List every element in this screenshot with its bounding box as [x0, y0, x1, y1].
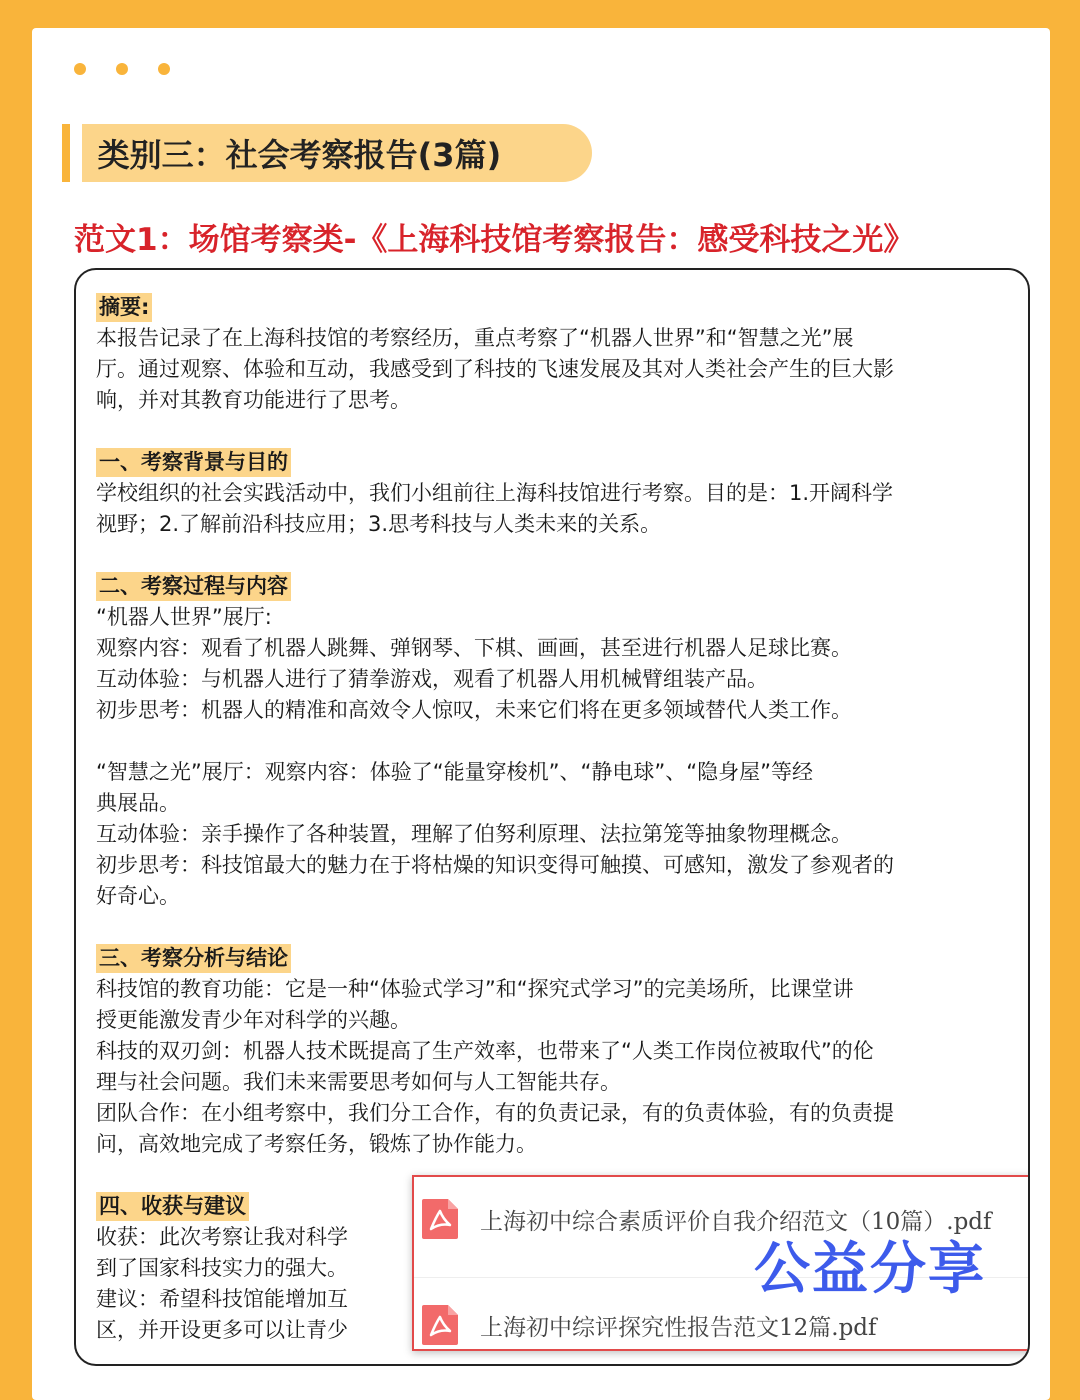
section-heading: 四、收获与建议	[96, 1192, 249, 1221]
section-heading: 三、考察分析与结论	[96, 944, 291, 973]
pdf-icon	[420, 1303, 460, 1347]
paragraph-line: 好奇心。	[96, 884, 180, 908]
file-item[interactable]	[420, 1303, 877, 1347]
section-heading: 二、考察过程与内容	[96, 572, 291, 601]
paragraph-line: 观察内容：观看了机器人跳舞、弹钢琴、下棋、画画，甚至进行机器人足球比赛。	[96, 636, 852, 660]
paragraph-line: “机器人世界”展厅:	[96, 605, 272, 629]
paragraph-line: 理与社会问题。我们未来需要思考如何与人工智能共存。	[96, 1070, 621, 1094]
pdf-icon	[420, 1197, 460, 1241]
section-heading: 一、考察背景与目的	[96, 448, 291, 477]
watermark-text: 公益分享	[754, 1237, 986, 1302]
document-card	[32, 28, 1050, 1400]
abstract-heading: 摘要:	[96, 293, 152, 322]
dot-icon	[74, 63, 86, 75]
paragraph-line: 团队合作：在小组考察中，我们分工合作，有的负责记录，有的负责体验，有的负责提	[96, 1101, 894, 1125]
paragraph-line: 响，并对其教育功能进行了思考。	[96, 388, 411, 412]
paragraph-line: 典展品。	[96, 791, 180, 815]
paragraph-line: 区，并开设更多可以让青少	[96, 1318, 348, 1342]
paragraph-line: 互动体验：亲手操作了各种装置，理解了伯努利原理、法拉第笼等抽象物理概念。	[96, 822, 852, 846]
paragraph-line: 本报告记录了在上海科技馆的考察经历，重点考察了“机器人世界”和“智慧之光”展	[96, 326, 854, 350]
paragraph-line: “智慧之光”展厅：观察内容：体验了“能量穿梭机”、“静电球”、“隐身屋”等经	[96, 760, 814, 784]
dot-icon	[158, 63, 170, 75]
paragraph-line: 视野；2.了解前沿科技应用；3.思考科技与人类未来的关系。	[96, 512, 662, 536]
article-title: 范文1：场馆考察类-《上海科技馆考察报告：感受科技之光》	[74, 222, 915, 258]
category-label: 类别三：社会考察报告(3篇)	[82, 124, 592, 182]
category-accent-bar	[62, 124, 70, 182]
file-list-overlay	[412, 1175, 1030, 1351]
paragraph-line: 学校组织的社会实践活动中，我们小组前往上海科技馆进行考察。目的是：1.开阔科学	[96, 481, 894, 505]
paragraph-line: 初步思考：机器人的精准和高效令人惊叹，未来它们将在更多领域替代人类工作。	[96, 698, 852, 722]
category-header	[62, 124, 592, 182]
paragraph-line: 科技馆的教育功能：它是一种“体验式学习”和“探究式学习”的完美场所，比课堂讲	[96, 977, 854, 1001]
dot-icon	[116, 63, 128, 75]
paragraph-line: 问，高效地完成了考察任务，锻炼了协作能力。	[96, 1132, 537, 1156]
paragraph-line: 厅。通过观察、体验和互动，我感受到了科技的飞速发展及其对人类社会产生的巨大影	[96, 357, 894, 381]
paragraph-line: 科技的双刃剑：机器人技术既提高了生产效率，也带来了“人类工作岗位被取代”的伦	[96, 1039, 874, 1063]
paragraph-line: 建议：希望科技馆能增加互	[96, 1287, 348, 1311]
paragraph-line: 授更能激发青少年对科学的兴趣。	[96, 1008, 411, 1032]
file-name: 上海初中综评探究性报告范文12篇.pdf	[480, 1314, 877, 1341]
paragraph-line: 互动体验：与机器人进行了猜拳游戏，观看了机器人用机械臂组装产品。	[96, 667, 768, 691]
paragraph-line: 到了国家科技实力的强大。	[96, 1256, 348, 1280]
file-name: 上海初中综合素质评价自我介绍范文（10篇）.pdf	[480, 1208, 992, 1235]
decorative-dots	[74, 63, 170, 75]
paragraph-line: 收获：此次考察让我对科学	[96, 1225, 348, 1249]
paragraph-line: 初步思考：科技馆最大的魅力在于将枯燥的知识变得可触摸、可感知，激发了参观者的	[96, 853, 894, 877]
report-box	[74, 268, 1030, 1366]
